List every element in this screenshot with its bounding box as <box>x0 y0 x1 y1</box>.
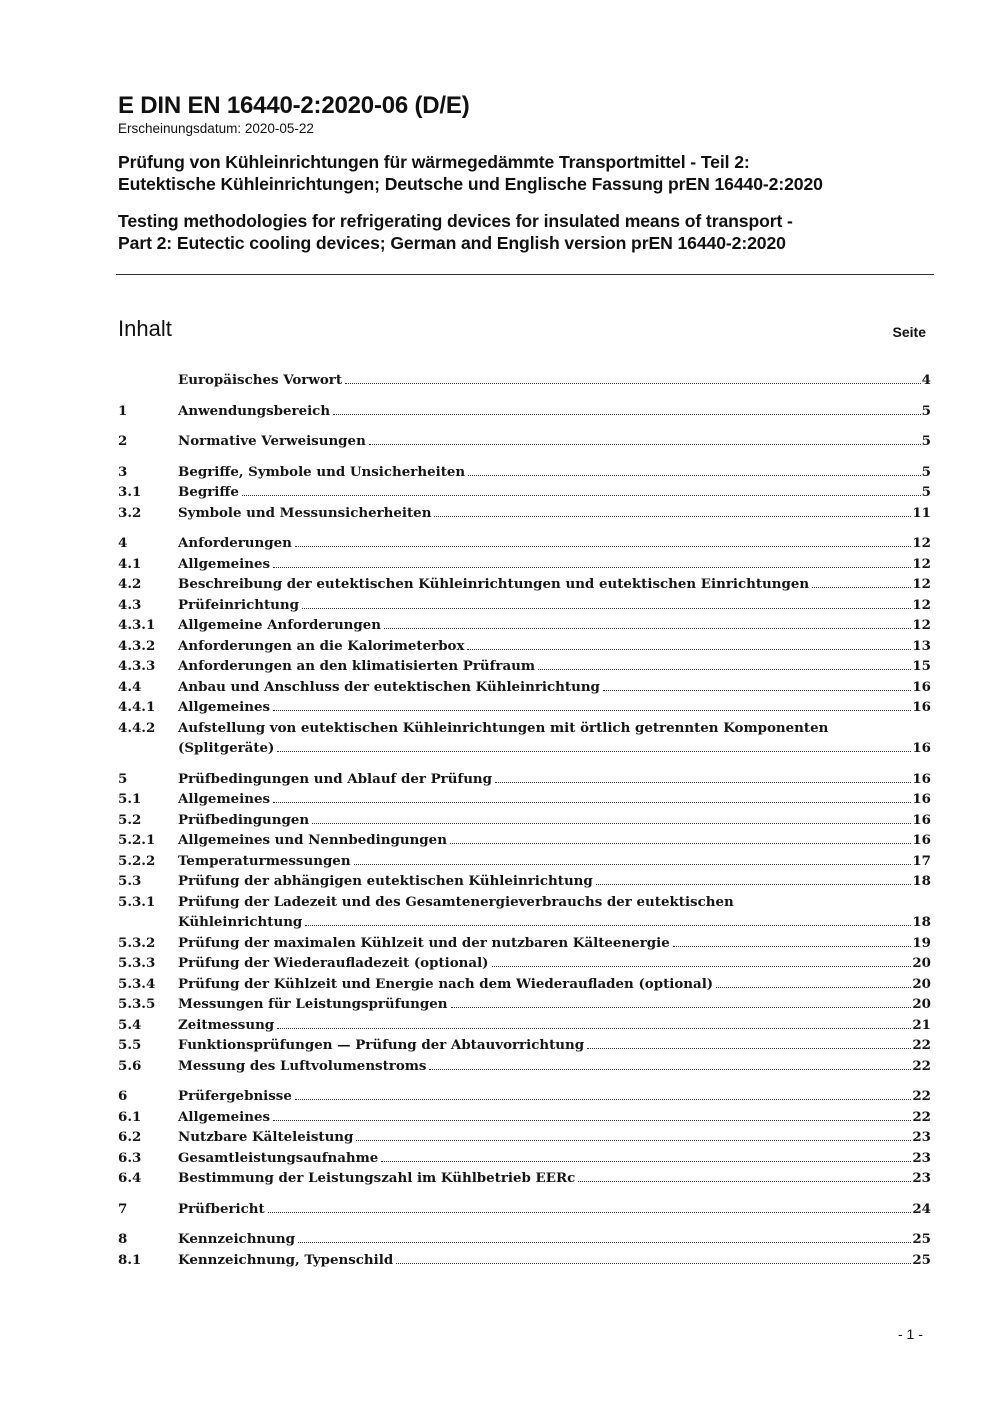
toc-entry-number: 8.1 <box>118 1251 142 1268</box>
toc-entry-page: 23 <box>912 1129 931 1145</box>
toc-leader-dots <box>596 874 912 885</box>
header-divider <box>116 274 934 275</box>
toc-entry-page: 5 <box>921 463 931 480</box>
toc-entry-page: 21 <box>912 1016 931 1033</box>
toc-entry-title: Allgemeine Anforderungen <box>178 617 382 633</box>
toc-entry-title: Normative Verweisungen <box>178 433 366 449</box>
title-german-line2: Eutektische Kühleinrichtungen; Deutsche und Englische Fassung prEN 16440-2:2020 <box>118 174 823 194</box>
toc-entry[interactable] <box>118 892 931 933</box>
toc-leader-dots <box>538 659 911 670</box>
toc-entry[interactable] <box>118 1168 931 1189</box>
toc-leader-dots <box>268 1202 912 1213</box>
toc-entry-number: 7 <box>118 1200 128 1217</box>
toc-leader-dots <box>302 598 911 609</box>
toc-entry[interactable] <box>118 1107 931 1128</box>
toc-entry-number: 5 <box>118 770 128 787</box>
toc-entry[interactable] <box>118 401 931 422</box>
toc-leader-dots <box>354 854 912 865</box>
document-id: E DIN EN 16440-2:2020-06 (D/E) <box>118 92 470 119</box>
toc-entry-title: Zeitmessung <box>178 1016 275 1033</box>
toc-entry-number: 3.1 <box>118 484 142 500</box>
toc-entry-title: Prüfung der abhängigen eutektischen Kühleinrichtung <box>178 873 593 889</box>
toc-entry-number: 6.2 <box>118 1129 142 1145</box>
toc-entry-title: Prüfeinrichtung <box>178 596 300 613</box>
toc-entry-title: Anbau und Anschluss der eutektischen Kühleinrichtung <box>178 678 600 695</box>
toc-leader-dots <box>716 977 911 988</box>
toc-entry-page: 18 <box>912 914 931 930</box>
toc-entry-number: 3.2 <box>118 504 142 521</box>
toc-leader-dots <box>273 557 911 568</box>
toc-entry-page: 12 <box>912 617 931 633</box>
toc-entry-number: 5.2.1 <box>118 832 156 848</box>
toc-entry[interactable] <box>118 462 931 483</box>
toc-entry[interactable] <box>118 574 931 595</box>
toc-entry-number: 5.3.4 <box>118 975 156 992</box>
toc-entry-title: Allgemeines und Nennbedingungen <box>178 832 447 848</box>
toc-entry-number: 5.3.3 <box>118 955 156 971</box>
toc-entry-title: Kennzeichnung <box>178 1231 296 1247</box>
toc-entry-number: 4 <box>118 535 128 551</box>
document-header <box>118 92 933 254</box>
toc-leader-dots <box>298 1232 911 1243</box>
toc-entry-number: 6.4 <box>118 1170 142 1186</box>
toc-entry[interactable] <box>118 810 931 831</box>
table-of-contents <box>118 370 931 1270</box>
toc-entry-number: 5.4 <box>118 1016 142 1033</box>
toc-entry[interactable] <box>118 769 931 790</box>
toc-entry[interactable] <box>118 431 931 452</box>
toc-entry[interactable] <box>118 1127 931 1148</box>
toc-entry-number: 4.2 <box>118 576 142 592</box>
toc-entry[interactable] <box>118 482 931 503</box>
toc-entry-title: Bestimmung der Leistungszahl im Kühlbetrieb EERc <box>178 1170 576 1186</box>
toc-entry-number: 4.4.1 <box>118 699 156 715</box>
toc-entry-number: 6.1 <box>118 1108 142 1125</box>
toc-entry[interactable] <box>118 1015 931 1036</box>
toc-entry-page: 16 <box>912 791 931 807</box>
toc-entry-number: 5.5 <box>118 1037 142 1053</box>
toc-entry-page: 22 <box>912 1057 931 1074</box>
toc-entry-title: Anwendungsbereich <box>178 402 331 419</box>
toc-entry[interactable] <box>118 1148 931 1169</box>
toc-entry[interactable] <box>118 974 931 995</box>
toc-entry[interactable] <box>118 1086 931 1107</box>
toc-leader-dots <box>273 700 911 711</box>
toc-entry-page: 20 <box>912 996 931 1012</box>
toc-entry-title: Nutzbare Kälteleistung <box>178 1129 354 1145</box>
toc-entry[interactable] <box>118 851 931 872</box>
toc-leader-dots <box>812 577 911 588</box>
toc-entry[interactable] <box>118 595 931 616</box>
toc-entry-number: 5.1 <box>118 791 142 807</box>
toc-leader-dots <box>468 465 921 476</box>
toc-entry-page: 20 <box>912 955 931 971</box>
toc-heading <box>118 314 926 344</box>
toc-entry-page: 12 <box>912 555 931 572</box>
toc-leader-dots <box>312 813 911 824</box>
toc-entry-title: Kennzeichnung, Typenschild <box>178 1251 394 1268</box>
toc-entry[interactable] <box>118 994 931 1015</box>
toc-leader-dots <box>333 404 921 415</box>
toc-entry-page: 16 <box>912 740 931 756</box>
toc-entry[interactable] <box>118 789 931 810</box>
toc-entry[interactable] <box>118 1250 931 1271</box>
page-number: - 1 - <box>898 1326 923 1342</box>
toc-entry-title: Prüfung der Kühlzeit und Energie nach dem Wiederaufladen (optional) <box>178 975 714 992</box>
toc-entry-number: 5.6 <box>118 1057 142 1074</box>
toc-entry-page: 13 <box>912 637 931 654</box>
toc-entry-page: 16 <box>912 678 931 695</box>
toc-leader-dots <box>305 915 911 926</box>
toc-entry-title: Prüfbericht <box>178 1200 265 1217</box>
toc-entry[interactable] <box>118 370 931 391</box>
toc-entry-page: 22 <box>912 1037 931 1053</box>
toc-entry-title-continued: (Splitgeräte) <box>178 740 275 756</box>
toc-entry-page: 20 <box>912 975 931 992</box>
toc-entry[interactable] <box>118 933 931 954</box>
toc-page-column-label: Seite <box>892 324 926 340</box>
toc-entry-page: 22 <box>912 1088 931 1104</box>
toc-entry-number: 5.3.2 <box>118 934 156 951</box>
toc-entry-page: 16 <box>912 811 931 828</box>
title-english-line2: Part 2: Eutectic cooling devices; German and English version prEN 16440-2:2020 <box>118 233 786 253</box>
toc-entry-page: 23 <box>912 1170 931 1186</box>
toc-entry[interactable] <box>118 871 931 892</box>
toc-entry[interactable] <box>118 1199 931 1220</box>
toc-entry-number: 4.1 <box>118 555 142 572</box>
toc-entry-title: Temperaturmessungen <box>178 852 351 869</box>
toc-entry-number: 1 <box>118 402 128 419</box>
toc-entry[interactable] <box>118 830 931 851</box>
toc-entry-page: 25 <box>912 1251 931 1268</box>
toc-entry-title: Aufstellung von eutektischen Kühleinrichtungen mit örtlich getrennten Komponenten <box>178 719 829 736</box>
toc-leader-dots <box>673 936 912 947</box>
toc-entry[interactable] <box>118 615 931 636</box>
toc-entry-number: 5.3.1 <box>118 893 156 910</box>
toc-title: Inhalt <box>118 316 172 341</box>
toc-entry-page: 12 <box>912 535 931 551</box>
toc-entry-page: 19 <box>912 934 931 951</box>
publication-date: Erscheinungsdatum: 2020-05-22 <box>118 121 314 136</box>
toc-entry-title: Funktionsprüfungen — Prüfung der Abtauvorrichtung <box>178 1037 585 1053</box>
toc-entry-title: Messung des Luftvolumenstroms <box>178 1057 427 1074</box>
toc-entry-page: 12 <box>912 596 931 613</box>
toc-entry-number: 6.3 <box>118 1149 142 1166</box>
toc-leader-dots <box>277 1018 911 1029</box>
toc-leader-dots <box>492 956 912 967</box>
title-english-line1: Testing methodologies for refrigerating devices for insulated means of transport - <box>118 211 793 231</box>
toc-entry-title: Prüfung der Ladezeit und des Gesamtenergieverbrauchs der eutektischen <box>178 893 734 910</box>
toc-leader-dots <box>429 1059 911 1070</box>
toc-entry-page: 22 <box>912 1108 931 1125</box>
toc-entry[interactable] <box>118 533 931 554</box>
toc-entry-title: Anforderungen an die Kalorimeterbox <box>178 637 465 654</box>
toc-entry-page: 11 <box>912 504 931 521</box>
toc-entry-page: 12 <box>912 576 931 592</box>
toc-entry-number: 4.3.1 <box>118 617 156 633</box>
toc-leader-dots <box>369 434 921 445</box>
toc-leader-dots <box>295 1089 911 1100</box>
toc-entry-page: 16 <box>912 699 931 715</box>
toc-leader-dots <box>295 536 911 547</box>
toc-entry-page: 15 <box>912 658 931 674</box>
toc-entry[interactable] <box>118 953 931 974</box>
toc-leader-dots <box>587 1038 911 1049</box>
toc-entry-page: 5 <box>921 402 931 419</box>
toc-entry-title: Begriffe, Symbole und Unsicherheiten <box>178 463 466 480</box>
toc-entry-title-continued: Kühleinrichtung <box>178 914 303 930</box>
toc-leader-dots <box>451 997 912 1008</box>
toc-entry-number: 5.3 <box>118 873 142 889</box>
toc-leader-dots <box>396 1253 911 1264</box>
toc-leader-dots <box>495 772 911 783</box>
toc-entry[interactable] <box>118 656 931 677</box>
toc-entry-title: Allgemeines <box>178 699 271 715</box>
toc-entry-title: Europäisches Vorwort <box>178 372 343 388</box>
toc-leader-dots <box>345 373 921 384</box>
toc-entry-title: Allgemeines <box>178 555 271 572</box>
toc-entry-page: 18 <box>912 873 931 889</box>
toc-entry-page: 24 <box>912 1200 931 1217</box>
toc-entry[interactable] <box>118 1056 931 1077</box>
toc-entry-title: Beschreibung der eutektischen Kühleinrichtungen und eutektischen Einrichtungen <box>178 576 810 592</box>
toc-entry-page: 23 <box>912 1149 931 1166</box>
toc-entry[interactable] <box>118 1229 931 1250</box>
toc-entry-number: 8 <box>118 1231 128 1247</box>
toc-entry-number: 5.2 <box>118 811 142 828</box>
toc-entry[interactable] <box>118 677 931 698</box>
toc-entry-number: 5.2.2 <box>118 852 156 869</box>
toc-leader-dots <box>384 618 911 629</box>
toc-leader-dots <box>356 1130 911 1141</box>
toc-leader-dots <box>381 1151 911 1162</box>
toc-entry-title: Anforderungen an den klimatisierten Prüfraum <box>178 658 536 674</box>
toc-entry[interactable] <box>118 554 931 575</box>
toc-entry-page: 16 <box>912 770 931 787</box>
toc-entry-title: Prüfbedingungen und Ablauf der Prüfung <box>178 770 493 787</box>
toc-entry-number: 4.3.2 <box>118 637 156 654</box>
toc-entry[interactable] <box>118 718 931 759</box>
toc-entry-title: Prüfung der Wiederaufladezeit (optional) <box>178 955 489 971</box>
toc-entry-title: Allgemeines <box>178 1108 271 1125</box>
toc-entry-page: 5 <box>921 484 931 500</box>
toc-leader-dots <box>603 680 911 691</box>
toc-entry[interactable] <box>118 1035 931 1056</box>
toc-entry[interactable] <box>118 636 931 657</box>
toc-entry-number: 4.3 <box>118 596 142 613</box>
toc-leader-dots <box>450 833 911 844</box>
toc-leader-dots <box>578 1171 911 1182</box>
toc-entry-number: 5.3.5 <box>118 996 156 1012</box>
toc-entry-number: 4.4 <box>118 678 142 695</box>
toc-entry[interactable] <box>118 697 931 718</box>
toc-leader-dots <box>467 639 911 650</box>
toc-entry-title: Begriffe <box>178 484 239 500</box>
toc-entry-title: Allgemeines <box>178 791 271 807</box>
toc-entry-page: 17 <box>912 852 931 869</box>
toc-leader-dots <box>277 741 911 752</box>
toc-leader-dots <box>242 485 921 496</box>
toc-entry-title: Messungen für Leistungsprüfungen <box>178 996 448 1012</box>
toc-entry[interactable] <box>118 503 931 524</box>
toc-entry-number: 3 <box>118 463 128 480</box>
toc-leader-dots <box>273 792 911 803</box>
toc-entry-page: 16 <box>912 832 931 848</box>
toc-entry-number: 2 <box>118 433 128 449</box>
toc-entry-title: Symbole und Messunsicherheiten <box>178 504 432 521</box>
toc-entry-number: 4.4.2 <box>118 719 156 736</box>
toc-entry-title: Prüfergebnisse <box>178 1088 292 1104</box>
toc-entry-title: Anforderungen <box>178 535 292 551</box>
toc-entry-page: 4 <box>921 372 931 388</box>
toc-leader-dots <box>273 1110 911 1121</box>
toc-entry-number: 4.3.3 <box>118 658 156 674</box>
toc-entry-page: 5 <box>921 433 931 449</box>
toc-entry-page: 25 <box>912 1231 931 1247</box>
toc-leader-dots <box>434 506 911 517</box>
title-german-line1: Prüfung von Kühleinrichtungen für wärmegedämmte Transportmittel - Teil 2: <box>118 152 750 172</box>
toc-entry-title: Gesamtleistungsaufnahme <box>178 1149 379 1166</box>
toc-entry-title: Prüfung der maximalen Kühlzeit und der nutzbaren Kälteenergie <box>178 934 670 951</box>
toc-entry-number: 6 <box>118 1088 128 1104</box>
toc-entry-title: Prüfbedingungen <box>178 811 310 828</box>
